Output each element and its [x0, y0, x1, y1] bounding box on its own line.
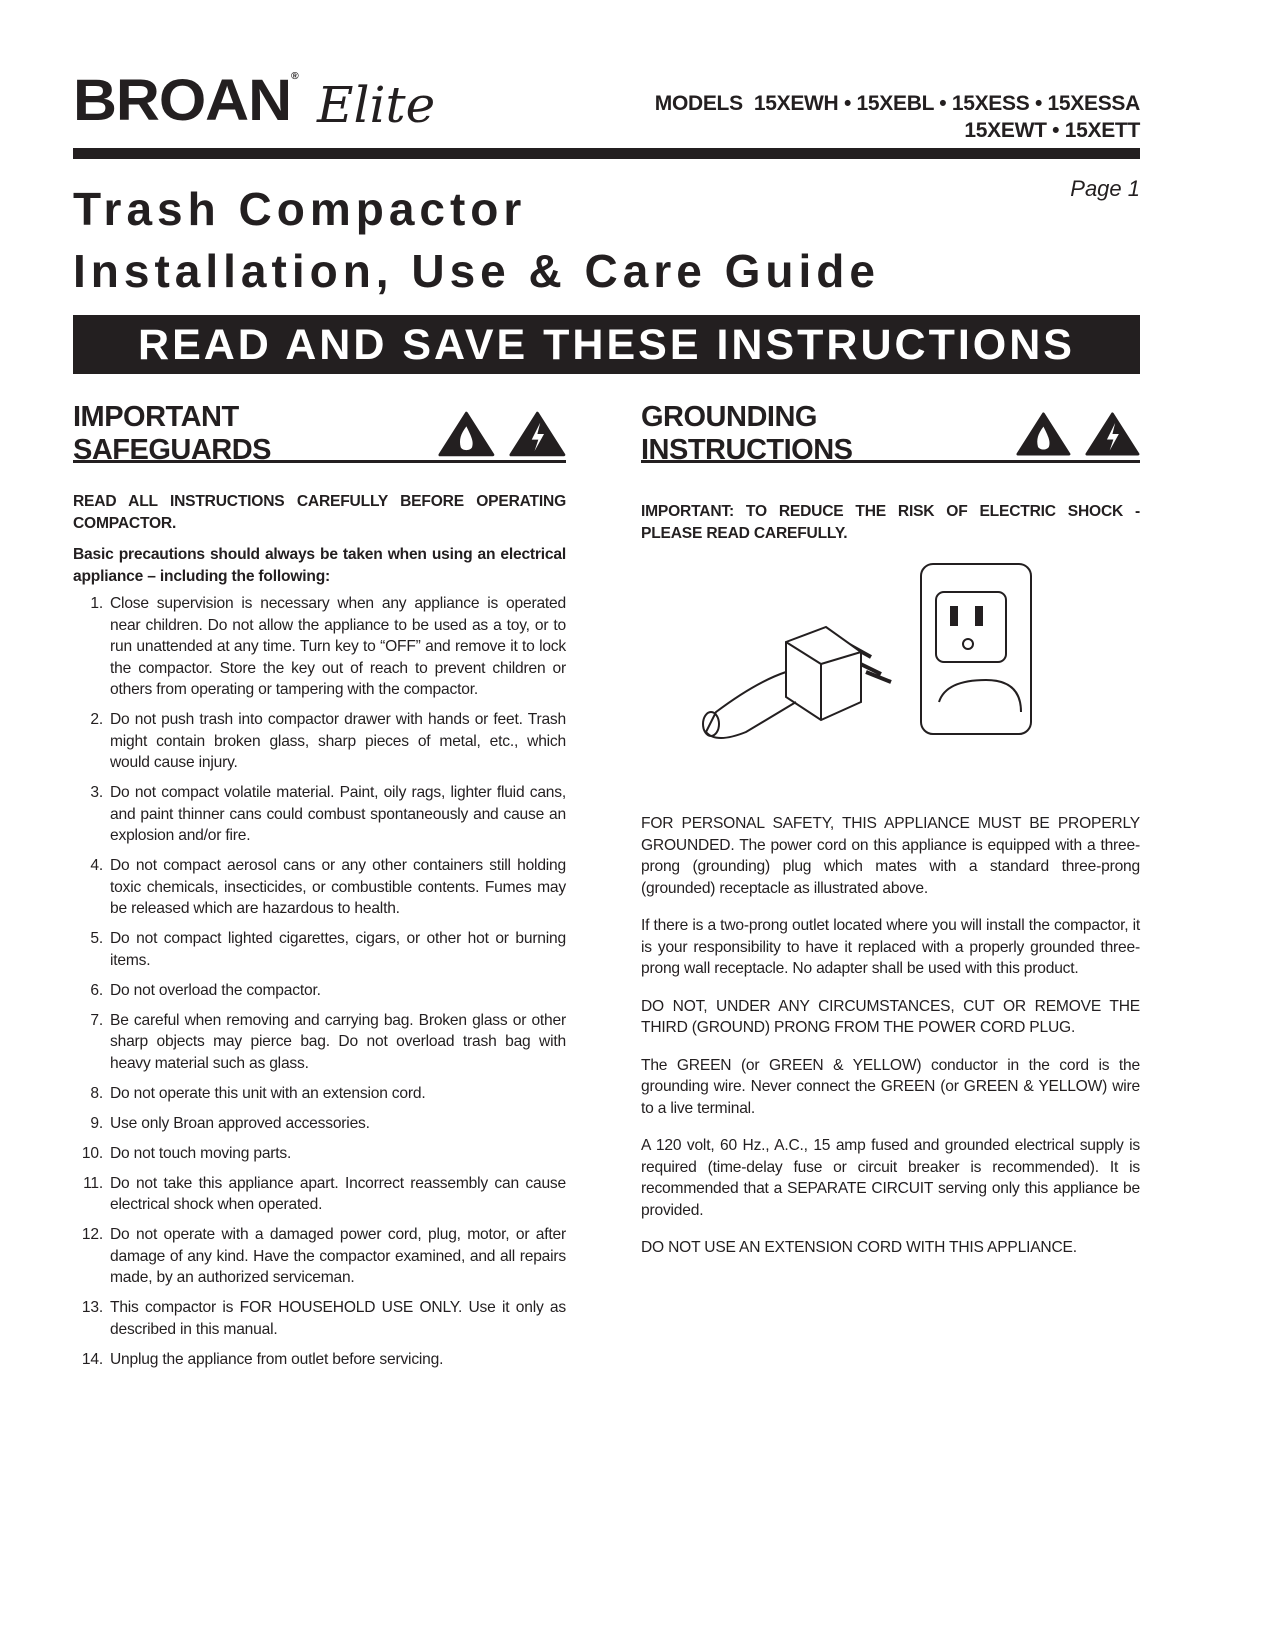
grounding-paragraph: A 120 volt, 60 Hz., A.C., 15 amp fused and grounded electrical supply is required (time-delay fuse or circuit breaker is recommended). It is recommended that a SEPARATE CIRCUIT serving only this appliance be provided.: [641, 1137, 1140, 1219]
item-text: Use only Broan approved accessories.: [110, 1114, 370, 1132]
safeguard-item: [73, 1173, 566, 1216]
broan-elite-logo: [73, 68, 436, 134]
safeguard-item: [73, 1143, 566, 1165]
document-title: [73, 178, 880, 302]
heading-text: GROUNDING INSTRUCTIONS: [641, 400, 853, 466]
item-number: 8.: [90, 1084, 103, 1102]
models-line-2: 15XEWT • 15XETT: [964, 119, 1140, 142]
safeguard-item: [73, 1224, 566, 1289]
grounding-intro: IMPORTANT: TO REDUCE THE RISK OF ELECTRIC SHOCK - PLEASE READ CAREFULLY.: [641, 503, 1140, 542]
safeguard-item: [73, 855, 566, 920]
grounding-paragraphs: [641, 813, 1140, 1259]
item-text: Do not operate this unit with an extension cord.: [110, 1084, 426, 1102]
item-text: Do not take this appliance apart. Incorrect reassembly can cause electrical shock when operated.: [110, 1174, 566, 1213]
item-text: Do not overload the compactor.: [110, 981, 321, 999]
grounding-paragraph: DO NOT USE AN EXTENSION CORD WITH THIS APPLIANCE.: [641, 1239, 1077, 1256]
item-text: Do not compact aerosol cans or any other containers still holding toxic chemicals, insecticides, or combustible contents. Fumes may be released which are hazardous to health.: [110, 857, 566, 917]
safeguard-item: [73, 782, 566, 847]
safeguards-list: [73, 593, 566, 1370]
page-number: Page 1: [1070, 176, 1140, 201]
grounding-heading: [641, 400, 1140, 466]
item-text: Do not operate with a damaged power cord, plug, motor, or after damage of any kind. Have the compactor examined, and all repairs made, by an authorized serviceman.: [110, 1226, 566, 1286]
item-number: 2.: [90, 711, 103, 728]
registered-mark: ®: [291, 71, 298, 82]
sub-brand: Elite: [317, 76, 436, 134]
item-text: Do not compact lighted cigarettes, cigars, or other hot or burning items.: [110, 930, 566, 969]
intro-warning: READ ALL INSTRUCTIONS CAREFULLY BEFORE OPERATING COMPACTOR.: [73, 493, 566, 532]
heading-text: IMPORTANT SAFEGUARDS: [73, 400, 272, 466]
electric-warning-icon: [509, 410, 566, 458]
item-number: 9.: [90, 1114, 103, 1132]
grounding-paragraph: FOR PERSONAL SAFETY, THIS APPLIANCE MUST BE PROPERLY GROUNDED. The power cord on this appliance is equipped with a three-prong (grounding) plug which mates with a standard three-prong (grounded) receptacle as illustrated above.: [641, 815, 1140, 897]
grounding-paragraph: If there is a two-prong outlet located where you will install the compactor, it is your responsibility to have it replaced with a properly grounded three-prong wall receptacle. No adapter shall be used with this product.: [641, 917, 1140, 977]
item-number: 10.: [81, 1144, 103, 1162]
item-text: Unplug the appliance from outlet before servicing.: [110, 1350, 444, 1368]
item-number: 4.: [90, 857, 103, 874]
brand-text: BROAN: [73, 68, 292, 133]
safeguard-item: [73, 1113, 566, 1135]
item-number: 13.: [81, 1299, 103, 1316]
item-number: 6.: [90, 981, 103, 999]
item-number: 5.: [90, 930, 103, 947]
safeguard-item: [73, 1010, 566, 1075]
grounded-plug-illustration: [696, 562, 1036, 772]
read-save-banner: READ AND SAVE THESE INSTRUCTIONS: [73, 315, 1140, 374]
item-number: 1.: [90, 595, 103, 612]
item-text: Be careful when removing and carrying bag. Broken glass or other sharp objects may pierce bag. Do not overload trash bag with heavy material such as glass.: [110, 1011, 566, 1072]
item-number: 14.: [81, 1350, 103, 1368]
models-line-1: MODELS 15XEWH • 15XEBL • 15XESS • 15XESSA: [654, 92, 1140, 115]
item-text: Close supervision is necessary when any appliance is operated near children. Do not allow the appliance to be used as a toy, or to run unattended at any time. Turn key to “OFF” and remove it to lock the compactor. Store the key out of reach to prevent children or others from operating or tampering with the compactor.: [110, 595, 566, 698]
safeguard-item: [73, 980, 566, 1002]
item-number: 12.: [81, 1226, 103, 1243]
electric-warning-icon: [1085, 410, 1140, 458]
title-line-1: Trash Compactor: [73, 183, 527, 235]
grounding-paragraph: The GREEN (or GREEN & YELLOW) conductor in the cord is the grounding wire. Never connect the GREEN (or GREEN & YELLOW) wire to a live terminal.: [641, 1056, 1140, 1117]
item-text: Do not touch moving parts.: [110, 1144, 292, 1162]
fire-warning-icon: [1016, 410, 1071, 458]
brand-name: [73, 68, 298, 133]
safeguards-heading: [73, 400, 566, 466]
item-number: 3.: [90, 784, 103, 801]
safeguard-item: [73, 928, 566, 971]
grounding-column: [641, 400, 1140, 1275]
grounding-paragraph: DO NOT, UNDER ANY CIRCUMSTANCES, CUT OR REMOVE THE THIRD (GROUND) PRONG FROM THE POWER CORD PLUG.: [641, 997, 1140, 1036]
item-number: 7.: [90, 1011, 103, 1029]
safeguard-item: [73, 1083, 566, 1105]
fire-warning-icon: [438, 410, 495, 458]
intro-precautions: Basic precautions should always be taken when using an electrical appliance – including the following:: [73, 546, 566, 585]
item-text: Do not push trash into compactor drawer with hands or feet. Trash might contain broken glass, sharp pieces of metal, etc., which would cause injury.: [110, 711, 566, 771]
title-line-2: Installation, Use & Care Guide: [73, 245, 880, 297]
safeguard-item: [73, 1349, 566, 1371]
safeguard-item: [73, 593, 566, 701]
item-number: 11.: [83, 1174, 103, 1192]
safeguard-item: [73, 1297, 566, 1340]
models-list: [655, 90, 1140, 144]
safeguards-column: [73, 400, 566, 1379]
header-rule: [73, 148, 1140, 159]
item-text: This compactor is FOR HOUSEHOLD USE ONLY. Use it only as described in this manual.: [110, 1299, 566, 1338]
item-text: Do not compact volatile material. Paint, oily rags, lighter fluid cans, and paint thinner cans could combust spontaneously and cause an explosion and/or fire.: [110, 784, 566, 844]
safeguard-item: [73, 709, 566, 774]
